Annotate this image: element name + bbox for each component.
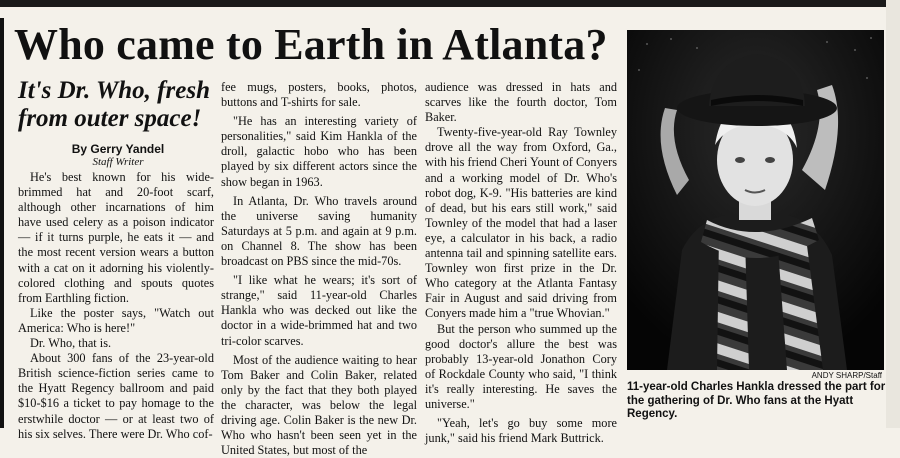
paragraph: He's best known for his wide-brimmed hat and 20-foot scarf, although other incarnations of him have used celery as a poison indicator — if it turns purple, he eats it — and the most recent version wears a button with a cat on it adorning his violently-colored clothing and spouts quotes from Earthling fiction. bbox=[18, 170, 214, 305]
paragraph: But the person who summed up the good doctor's allure the best was probably 13-year-old Jonathon Cory of Rockdale County who said, "I think it's really interesting. He saves the universe." bbox=[425, 321, 617, 411]
photo-boy-in-hat-and-scarf bbox=[627, 30, 884, 370]
paragraph: audience was dressed in hats and scarves like the fourth doctor, Tom Baker. bbox=[425, 80, 617, 125]
paragraph: Twenty-five-year-old Ray Townley drove all the way from Oxford, Ga., with his friend Cheri Yount of Conyers and a working model of Dr. Who's robot dog, K-9. "His batteries are kind of dead, but his ears still work," said Townley of the model that had a laser eye, a calculator in his back, a radio antenna tail and spinning satellite ears. Townley won first prize in the Dr. Who category at the Atlanta Fantasy Fair in August and said driving from Conyers made him a "true Whovian." bbox=[425, 125, 617, 321]
paragraph: "Yeah, let's go buy some more junk," said his friend Mark Buttrick. bbox=[425, 416, 617, 446]
page-edge bbox=[886, 0, 900, 428]
photo-credit: ANDY SHARP/Staff bbox=[811, 371, 882, 380]
left-column-rule bbox=[0, 18, 4, 428]
top-rule bbox=[0, 0, 900, 7]
article-column-1 bbox=[18, 170, 214, 441]
paragraph: "He has an interesting variety of personalities," said Kim Hankla of the droll, galactic hobo who has been played by six different actors since the show began in 1963. bbox=[221, 114, 417, 189]
paragraph: Like the poster says, "Watch out America: Who is here!" bbox=[18, 305, 214, 335]
photo-illustration bbox=[627, 30, 884, 370]
paragraph: "I like what he wears; it's sort of strange," said 11-year-old Charles Hankla who was decked out like the doctor in a wide-brimmed hat and two tri-color scarves. bbox=[221, 273, 417, 348]
paragraph: fee mugs, posters, books, photos, buttons and T-shirts for sale. bbox=[221, 80, 417, 110]
headline: Who came to Earth in Atlanta? bbox=[14, 20, 608, 69]
photo-caption: 11-year-old Charles Hankla dressed the part for the gathering of Dr. Who fans at the Hyatt Regency. bbox=[627, 381, 886, 420]
article-column-2 bbox=[221, 80, 417, 458]
deck-subheadline: It's Dr. Who, fresh from outer space! bbox=[18, 77, 210, 132]
paragraph: Dr. Who, that is. bbox=[30, 336, 112, 351]
paragraph: Most of the audience waiting to hear Tom Baker and Colin Baker, related only by the fact that they both played the character, was below the legal driving age. Colin Baker is the new Dr. Who who hasn't been seen yet in the United States, but most of the bbox=[221, 352, 417, 458]
article-column-3 bbox=[425, 80, 617, 446]
byline: By Gerry Yandel bbox=[71, 142, 165, 156]
byline-role: Staff Writer bbox=[92, 156, 144, 168]
paragraph: In Atlanta, Dr. Who travels around the universe saving humanity Saturdays at 5 p.m. and again at 9 p.m. on Channel 8. The show has been broadcast on PBS since the mid-70s. bbox=[221, 193, 417, 269]
paragraph: About 300 fans of the 23-year-old British science-fiction series came to the Hyatt Regency ballroom and paid $10-$16 a ticket to pay homage to the erstwhile doctor — or at least two of his six selves. There were Dr. Who cof- bbox=[18, 351, 214, 441]
